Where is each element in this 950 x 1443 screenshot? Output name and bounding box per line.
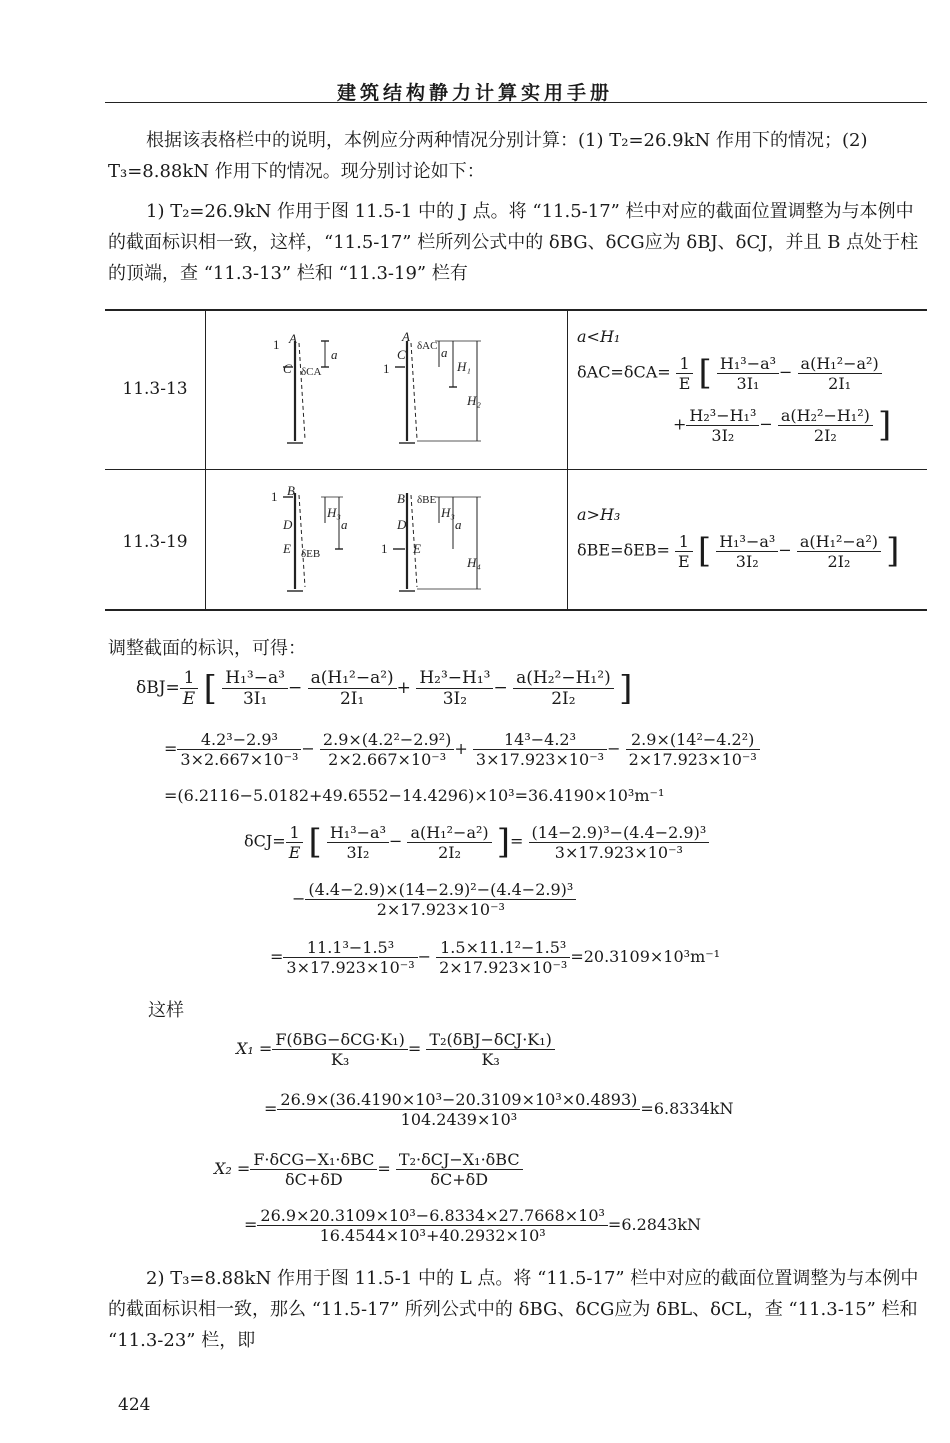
equation-delta-bj-result: =(6.2116−5.0182+49.6552−14.4296)×10³=36.4190×10³m⁻¹: [164, 786, 665, 805]
fig-label: a: [331, 347, 338, 362]
row-id: 11.3-19: [122, 532, 188, 552]
fig-label: 1: [381, 541, 388, 556]
equation-delta-bj-numeric: = $\frac{\text{4.2³−2.9³}}{\text{3×2.667×10⁻³}}$ − $\frac{\text{2.9×(4.2²−2.9²)}}{\text{2×2.667×10⁻³}}$ + $\frac{\text{14³−4.2³}}{\text{3×17.923×10⁻³}}$ − $\frac{\text{2.9×(14²−4.2²)}}{\text{2×17.923×10⁻³}}$: [164, 730, 760, 769]
fig-label: a: [341, 517, 348, 532]
fig-label: a: [455, 517, 462, 532]
equation-x2: X₂ = $\frac{\text{F·δCG−X₁·δBC}}{\delta C+\delta D}$ = $\frac{\text{T₂·δCJ−X₁·δBC}}{\delta C+\delta D}$: [214, 1150, 523, 1189]
fig-label: D: [283, 517, 293, 532]
fig-label: C: [397, 347, 406, 362]
fig-label: D: [397, 517, 407, 532]
fig-label: E: [283, 541, 291, 556]
column-diagram-11-3-19: [265, 481, 505, 603]
paragraph-case1: 1) T₂=26.9kN 作用于图 11.5-1 中的 J 点。将 “11.5-17” 栏中对应的截面位置调整为与本例中的截面标识相一致，这样，“11.5-17” 栏所列公式中的 δBG、δCG应为 δBJ、δCJ，并且 B 点处于柱的顶端，查 “11.3-13” 栏和 “11.3-19” 栏有: [108, 201, 919, 284]
equation-delta-cj-result: = $\frac{\text{11.1³−1.5³}}{\text{3×17.923×10⁻³}}$ − $\frac{\text{1.5×11.1²−1.5³}}{\text{2×17.923×10⁻³}}$ =20.3109×10³m⁻¹: [270, 938, 721, 977]
equation-x2-result: = $\frac{\text{26.9×20.3109×10³−6.8334×27.7668×10³}}{\text{16.4544×10³+40.2932×10³}}$ =6.2843kN: [244, 1206, 702, 1245]
so-text: 这样: [148, 1000, 184, 1021]
formula-11-3-13: δAC=δCA= $\frac{1}{E}$ [ $\frac{\text{H₁³−a³}}{\text{3I₁}}$ − $\frac{\text{a(H₁²−a²)}}{\text{2I₁}}$: [577, 353, 882, 393]
fig-label: a: [441, 345, 448, 360]
equation-delta-bj: δBJ= $\frac{1}{E}$ [ $\frac{\text{H₁³−a³}}{\text{3I₁}}$ − $\frac{\text{a(H₁²−a²)}}{\text{2I₁}}$ + $\frac{\text{H₂³−H₁³}}{\text{3I₂}}$ − $\frac{\text{a(H₂²−H₁²)}}{\text{2I₂}}$ ]: [136, 668, 633, 709]
equation-delta-cj-cont: − $\frac{\text{(4.4−2.9)×(14−2.9)²−(4.4−2.9)³}}{\text{2×17.923×10⁻³}}$: [292, 880, 576, 919]
fig-label: H₃: [327, 505, 341, 520]
fig-label: 1: [383, 361, 390, 376]
fig-label: 1: [273, 337, 280, 352]
paragraph-intro: 根据该表格栏中的说明，本例应分两种情况分别计算：(1) T₂=26.9kN 作用下的情况；(2) T₃=8.88kN 作用下的情况。现分别讨论如下：: [108, 130, 868, 182]
fig-label: H₄: [467, 555, 481, 570]
reference-table: [105, 309, 927, 611]
equation-x1: X₁ = $\frac{\text{F(δBG−δCG·K₁)}}{\text{K₃}}$ = $\frac{\text{T₂(δBJ−δCJ·K₁)}}{\text{K₃}}$: [236, 1030, 555, 1069]
fig-label: H₁: [457, 359, 471, 374]
fig-label: δBE: [417, 494, 437, 506]
fig-label: 1: [271, 489, 278, 504]
fig-label: B: [397, 491, 405, 506]
fig-label: B: [287, 483, 295, 498]
fig-label: H₂: [467, 393, 481, 408]
column-diagram-11-3-13: [265, 329, 505, 459]
condition: a>H₃: [577, 505, 621, 524]
formula-11-3-19: δBE=δEB= $\frac{1}{E}$ [ $\frac{\text{H₁³−a³}}{\text{3I₂}}$ − $\frac{\text{a(H₁²−a²)}}{\text{2I₂}}$ ]: [577, 531, 900, 571]
fig-label: δAC: [417, 340, 438, 352]
equation-x1-result: = $\frac{\text{26.9×(36.4190×10³−20.3109×10³×0.4893)}}{\text{104.2439×10³}}$ =6.8334kN: [264, 1090, 734, 1129]
fig-label: H₃: [441, 505, 455, 520]
formula-11-3-13-cont: + $\frac{\text{H₂³−H₁³}}{\text{3I₂}}$ − $\frac{\text{a(H₂²−H₁²)}}{\text{2I₂}}$ ]: [673, 405, 892, 445]
equation-delta-cj: δCJ= $\frac{1}{E}$ [ $\frac{\text{H₁³−a³}}{\text{3I₂}}$ − $\frac{\text{a(H₁²−a²)}}{\text{2I₂}}$ ]= $\frac{\text{(14−2.9)³−(4.4−2.9)³}}{\text{3×17.923×10⁻³}}$: [244, 822, 709, 862]
row-id: 11.3-13: [122, 379, 188, 399]
running-header: 建筑结构静力计算实用手册: [336, 82, 613, 104]
page-number: 424: [118, 1395, 151, 1415]
fig-label: δEB: [301, 548, 321, 560]
adjust-text: 调整截面的标识，可得：: [108, 638, 306, 659]
condition: a<H₁: [577, 327, 621, 346]
fig-label: δCA: [301, 366, 322, 378]
fig-label: A: [289, 331, 297, 346]
fig-label: C: [283, 361, 292, 376]
fig-label: A: [402, 329, 410, 344]
fig-label: E: [413, 541, 421, 556]
paragraph-case2: 2) T₃=8.88kN 作用于图 11.5-1 中的 L 点。将 “11.5-17” 栏中对应的截面位置调整为与本例中的截面标识相一致，那么 “11.5-17” 所列公式中的 δBG、δCG应为 δBL、δCL，查 “11.3-15” 栏和 “11.3-23” 栏，即: [108, 1268, 919, 1351]
header-rule: [105, 102, 927, 103]
